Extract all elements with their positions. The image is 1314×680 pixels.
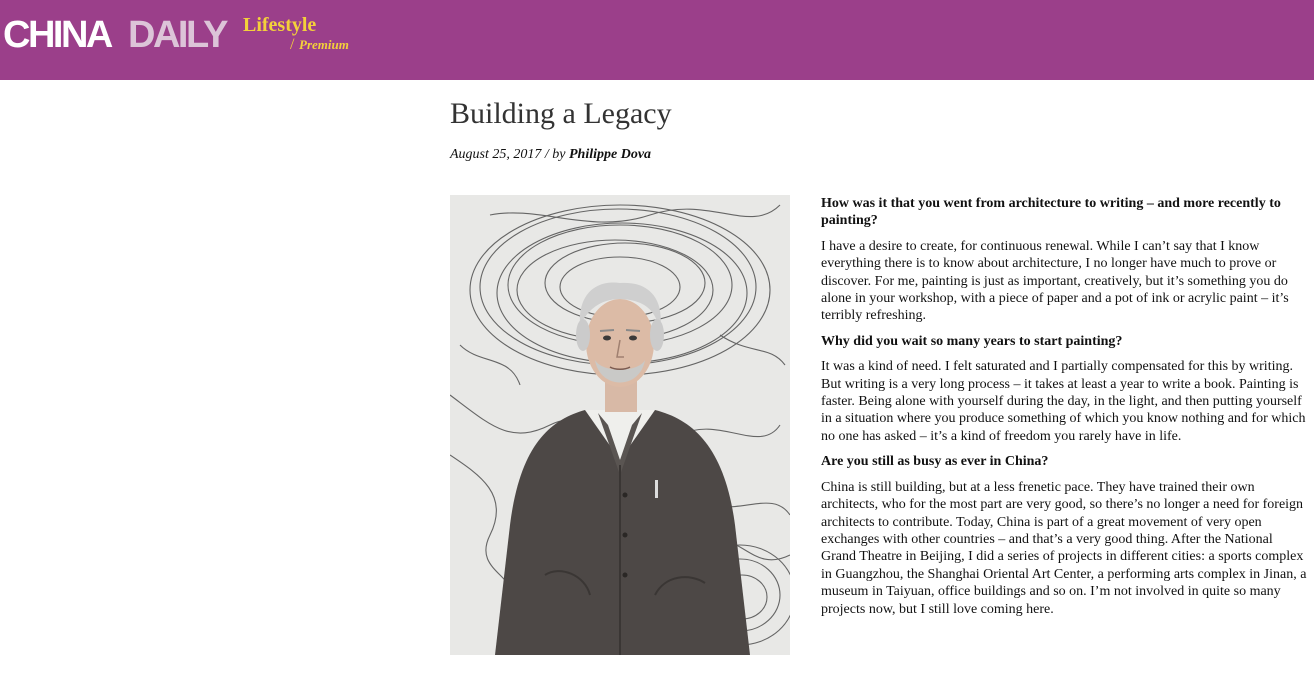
portrait-photo-icon <box>450 195 790 655</box>
article-date: August 25, 2017 <box>450 147 542 162</box>
article-author[interactable]: Philippe Dova <box>569 147 652 162</box>
interview-question: Why did you wait so many years to start painting? <box>821 333 1123 349</box>
interview-question: How was it that you went from architecture to writing – and more recently to painting? <box>821 196 1281 229</box>
interview-answer: China is still building, but at a less frenetic pace. They have trained their own architects, who for the most part are very good, so there’s no longer a need for foreign architects to contribute. Today, China is part of a great movement of very open exchanges with other countries – and that’s a very good thing. After the National Grand Theatre in Beijing, I did a series of projects in different cities: a sports complex in Guangzhou, the Shanghai Oriental Art Center, a performing arts complex in Jinan, a museum in Taiyuan, office buildings and so on. I’m not involved in quite so many projects now, but I still love coming here. <box>821 479 1307 617</box>
interview-answer: It was a kind of need. I felt saturated and I partially compensated for this by writing. But writing is a very long process – it takes at least a year to write a book. Painting is faster. Being alone with yourself during the day, in the light, and then putting yourself in a situation where you produce something of which you know nothing and for which no one has asked – it’s a kind of freedom you rarely have in life. <box>821 359 1306 444</box>
portrait-photo <box>450 195 790 655</box>
interview-answer: I have a desire to create, for continuous renewal. While I can’t say that I know everything there is to know about architecture, I no longer have much to prove or discover. For me, painting is just as important, creatively, but it’s something you do alone in your workshop, with a piece of paper and a pot of ink or acrylic paint – it’s terribly refreshing. <box>821 238 1289 324</box>
logo-slash: / <box>290 36 295 53</box>
logo-china-text: CHINA <box>3 14 111 56</box>
logo-daily-text: DAILY <box>128 14 227 56</box>
article-title: Building a Legacy <box>450 97 672 130</box>
byline-separator: / by <box>541 147 569 162</box>
masthead <box>0 0 1314 80</box>
article-body <box>821 195 1311 626</box>
logo-premium-text: Premium <box>299 37 349 52</box>
interview-question: Are you still as busy as ever in China? <box>821 454 1049 470</box>
logo-lifestyle-text: Lifestyle <box>243 14 317 36</box>
byline <box>450 147 651 163</box>
